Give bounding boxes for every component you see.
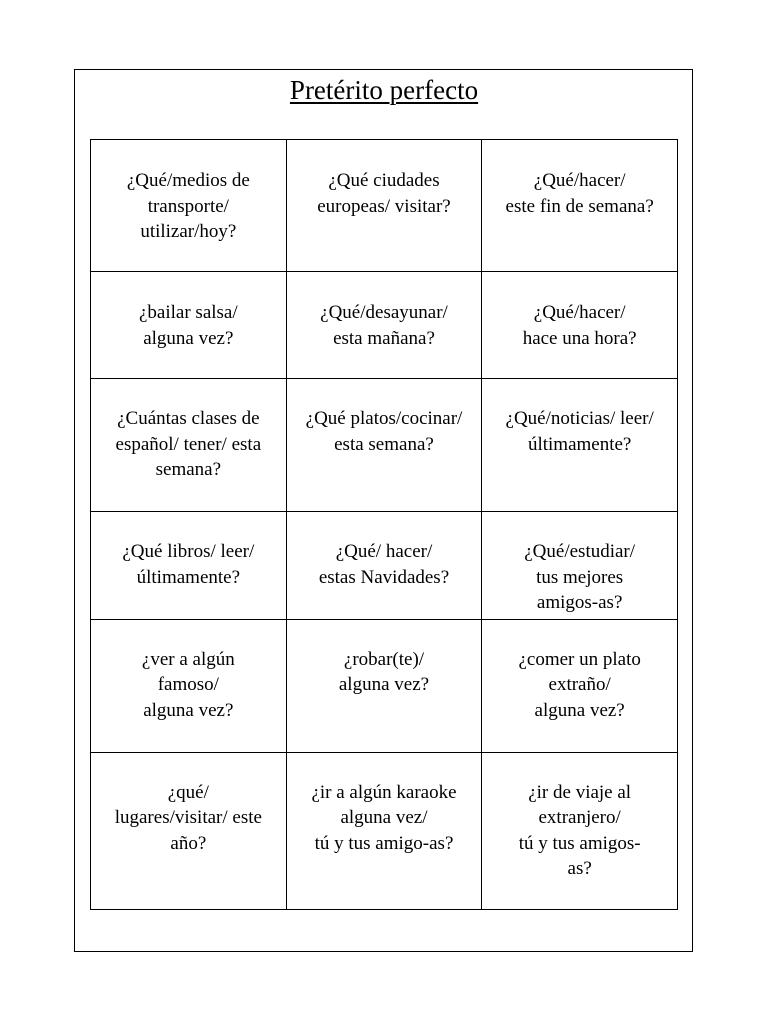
grid-row xyxy=(91,272,678,379)
question-cell: ¿Qué/medios de transporte/ utilizar/hoy? xyxy=(91,140,287,272)
grid-row xyxy=(91,379,678,512)
question-cell: ¿Qué platos/cocinar/ esta semana? xyxy=(286,379,482,512)
question-cell: ¿Qué ciudades europeas/ visitar? xyxy=(286,140,482,272)
question-grid xyxy=(90,139,678,910)
grid-row xyxy=(91,752,678,909)
question-cell: ¿Qué/desayunar/ esta mañana? xyxy=(286,272,482,379)
question-cell: ¿Cuántas clases de español/ tener/ esta semana? xyxy=(91,379,287,512)
question-cell: ¿Qué/hacer/ este fin de semana? xyxy=(482,140,678,272)
page-title-text: Pretérito perfecto xyxy=(289,75,479,105)
question-cell: ¿Qué/hacer/ hace una hora? xyxy=(482,272,678,379)
page-title xyxy=(0,74,768,106)
question-cell: ¿Qué libros/ leer/ últimamente? xyxy=(91,512,287,619)
question-cell: ¿comer un plato extraño/ alguna vez? xyxy=(482,619,678,752)
grid-row xyxy=(91,140,678,272)
question-cell: ¿Qué/noticias/ leer/ últimamente? xyxy=(482,379,678,512)
grid-row xyxy=(91,512,678,619)
question-cell: ¿ir a algún karaoke alguna vez/ tú y tus amigo-as? xyxy=(286,752,482,909)
question-cell: ¿Qué/estudiar/ tus mejores amigos-as? xyxy=(482,512,678,619)
question-cell: ¿ir de viaje al extranjero/ tú y tus amigos- as? xyxy=(482,752,678,909)
question-cell: ¿ver a algún famoso/ alguna vez? xyxy=(91,619,287,752)
question-cell: ¿Qué/ hacer/ estas Navidades? xyxy=(286,512,482,619)
question-cell: ¿robar(te)/ alguna vez? xyxy=(286,619,482,752)
grid-row xyxy=(91,619,678,752)
question-cell: ¿qué/ lugares/visitar/ este año? xyxy=(91,752,287,909)
question-cell: ¿bailar salsa/ alguna vez? xyxy=(91,272,287,379)
